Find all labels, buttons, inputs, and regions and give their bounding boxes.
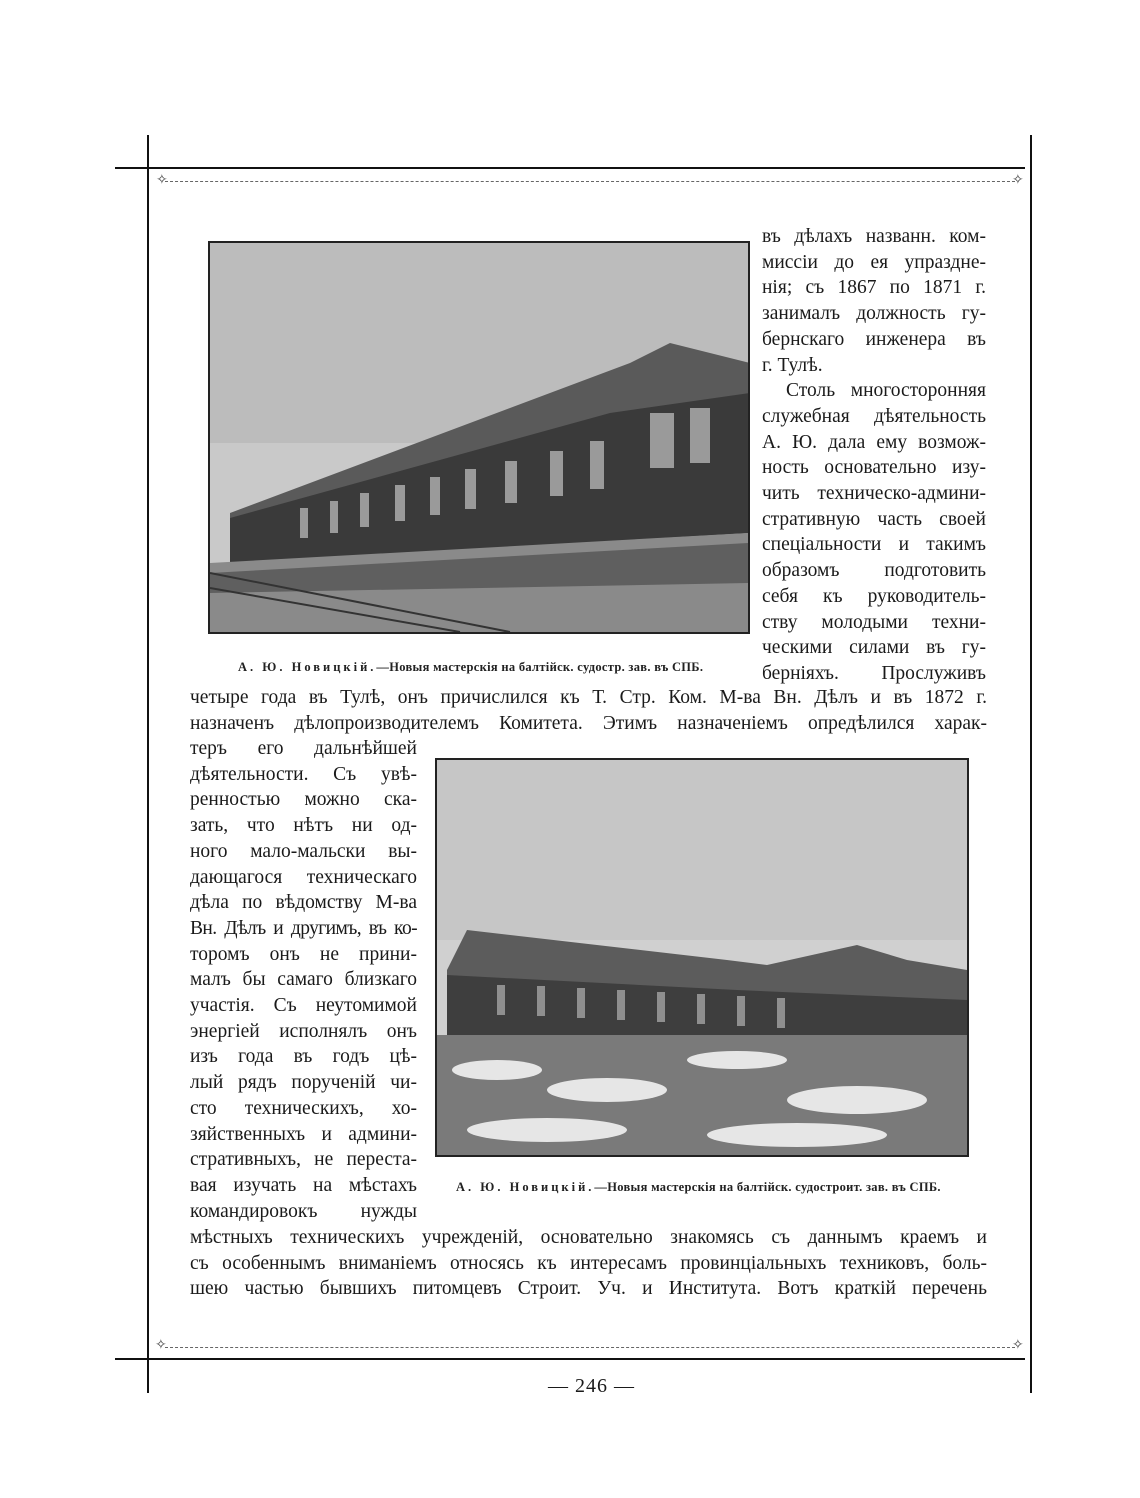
text-line: четыре года въ Тулѣ, онъ причислился къ Т. Стр. Ком. М-ва Вн. Дѣлъ и въ 1872 г.	[190, 687, 987, 708]
text-line: А. Ю. дала ему возмож-	[762, 431, 986, 453]
text-line: участія. Съ неутомимой	[190, 995, 417, 1017]
text-line: стративную часть своей	[762, 508, 986, 530]
text-line: чить техническо-админи-	[762, 483, 986, 505]
text-line: бернскаго инженера въ	[762, 328, 986, 350]
text-line: командировокъ нужды	[190, 1200, 417, 1222]
corner-ornament: ✧	[155, 1338, 167, 1353]
text-line: спеціальности и такимъ	[762, 534, 986, 556]
text-line: малъ бы самаго близкаго	[190, 969, 417, 991]
workshop-photo-1	[208, 241, 750, 634]
text-line: лый рядъ порученій чи-	[190, 1072, 417, 1094]
figure-1-caption-name: А. Ю. Новицкій.	[238, 660, 377, 674]
text-line: служебная дѣятельность	[762, 405, 986, 427]
text-line: зяйственныхъ и админи-	[190, 1123, 417, 1145]
text-line: изъ года въ годъ цѣ-	[190, 1046, 417, 1068]
workshop-photo-2	[435, 758, 969, 1157]
text-line: нія; съ 1867 по 1871 г.	[762, 277, 986, 299]
top-dashed-line	[165, 181, 1015, 182]
text-line: мѣстныхъ техническихъ учрежденій, основательно знакомясь съ даннымъ краемъ и	[190, 1227, 987, 1248]
right-rule	[1030, 135, 1032, 1393]
text-line: себя къ руководитель-	[762, 585, 986, 607]
left-column-text	[190, 736, 417, 1224]
text-line: дѣятельности. Съ увѣ-	[190, 763, 417, 785]
text-line: энергіей исполнялъ онъ	[190, 1020, 417, 1042]
text-line: Вн. Дѣлъ и другимъ, въ ко-	[190, 917, 417, 939]
corner-ornament: ✧	[1012, 173, 1024, 188]
text-line: съ особеннымъ вниманіемъ относясь къ интересамъ провинціальныхъ техниковъ, боль-	[190, 1252, 987, 1274]
text-line: назначенъ дѣлопроизводителемъ Комитета. Этимъ назначеніемъ опредѣлился харак-	[190, 712, 987, 734]
text-line: занималъ должность гу-	[762, 303, 986, 325]
text-line: миссіи до ея упраздне-	[762, 251, 986, 273]
bottom-rule	[115, 1358, 1025, 1360]
text-line: ность основательно изу-	[762, 457, 986, 479]
text-line: торомъ онъ не прини-	[190, 943, 417, 965]
text-line: ству молодыми техни-	[762, 611, 986, 633]
figure-1-caption	[238, 660, 703, 675]
text-line: стративныхъ, не переста-	[190, 1149, 417, 1171]
figure-2-caption-name: А. Ю. Новицкій.	[456, 1180, 595, 1194]
text-line: вая изучать на мѣстахъ	[190, 1174, 417, 1196]
text-line: дающагося техническаго	[190, 866, 417, 888]
figure-1-caption-text: —Новыя мастерскія на балтійск. судостр. зав. въ СПБ.	[376, 660, 704, 674]
text-line: ческими силами въ гу-	[762, 637, 986, 659]
right-column-text	[762, 224, 986, 687]
text-line: въ дѣлахъ названн. ком-	[762, 226, 986, 247]
page-number: — 246 —	[548, 1375, 635, 1397]
text-line: берніяхъ. Прослуживъ	[762, 662, 986, 684]
text-line: образомъ подготовить	[762, 560, 986, 582]
figure-2-caption	[456, 1180, 941, 1195]
bottom-text	[190, 1225, 987, 1302]
text-line: сто техническихъ, хо-	[190, 1097, 417, 1119]
text-line: теръ его дальнѣйшей	[190, 738, 417, 759]
middle-text	[190, 685, 987, 736]
text-line: г. Тулѣ.	[762, 354, 823, 376]
text-line: ренностью можно ска-	[190, 789, 417, 811]
bottom-dashed-line	[165, 1347, 1015, 1348]
text-line: Столь многосторонняя	[786, 380, 986, 402]
figure-2-caption-text: —Новыя мастерскія на балтійск. судостроит. зав. въ СПБ.	[594, 1180, 941, 1194]
corner-ornament: ✧	[156, 173, 168, 188]
top-rule	[115, 167, 1025, 169]
text-line: зать, что нѣтъ ни од-	[190, 815, 417, 837]
text-line: дѣла по вѣдомству М-ва	[190, 892, 417, 914]
text-line: ного мало-мальски вы-	[190, 840, 417, 862]
corner-ornament: ✧	[1012, 1338, 1024, 1353]
left-rule	[147, 135, 149, 1393]
text-line: шею частью бывшихъ питомцевъ Строит. Уч. и Института. Вотъ краткій перечень	[190, 1278, 987, 1299]
